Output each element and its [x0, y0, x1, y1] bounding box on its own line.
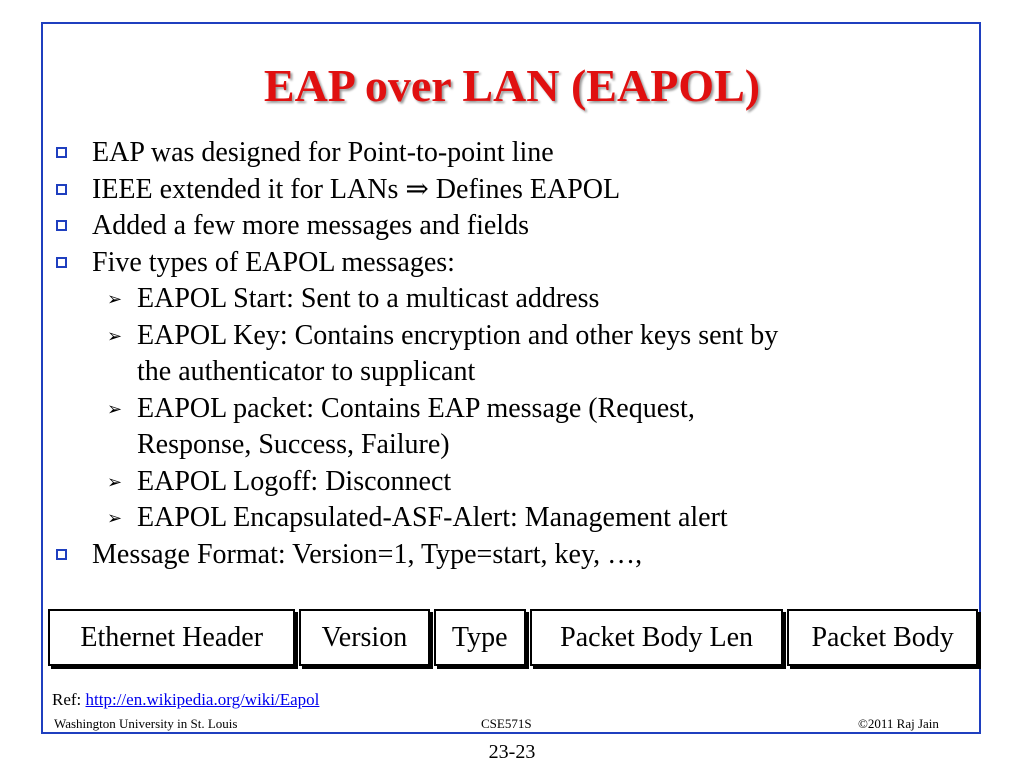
bullet-item [55, 537, 955, 574]
sub-bullet-item [55, 354, 955, 391]
bullet-text: EAPOL Encapsulated-ASF-Alert: Management alert [137, 502, 728, 533]
arrow-bullet-icon: ➢ [107, 508, 123, 528]
bullet-text: Response, Success, Failure) [137, 429, 450, 460]
reference-link[interactable]: http://en.wikipedia.org/wiki/Eapol [85, 690, 320, 709]
bullet-item [55, 208, 955, 245]
bullet-text: the authenticator to supplicant [137, 356, 476, 387]
bullet-text: EAPOL Logoff: Disconnect [137, 465, 452, 497]
sub-bullet-item [55, 427, 955, 464]
bullet-item [55, 135, 955, 172]
bullet-text: EAP was designed for Point-to-point line [92, 137, 554, 168]
arrow-bullet-icon: ➢ [107, 398, 123, 419]
square-bullet-icon [56, 257, 67, 268]
format-field-cell: Packet Body [787, 609, 978, 666]
format-field-cell: Ethernet Header [48, 609, 295, 666]
bullet-text: IEEE extended it for LANs ⇒ Defines EAPOL [92, 173, 621, 205]
footer-institution: Washington University in St. Louis [54, 716, 238, 731]
bullet-list [55, 135, 955, 573]
format-field-cell: Version [299, 609, 429, 666]
bullet-item [55, 172, 955, 209]
square-bullet-icon [56, 220, 67, 231]
footer-course: CSE571S [481, 716, 532, 731]
sub-bullet-item [55, 464, 955, 501]
square-bullet-icon [56, 147, 67, 158]
bullet-text: Message Format: Version=1, Type=start, key, …, [92, 538, 643, 570]
square-bullet-icon [56, 184, 67, 195]
bullet-text: EAPOL packet: Contains EAP message (Request, [137, 392, 695, 424]
bullet-text: EAPOL Start: Sent to a multicast address [137, 283, 600, 314]
format-field-cell: Type [434, 609, 526, 666]
arrow-bullet-icon: ➢ [107, 289, 123, 309]
footer-copyright: ©2011 Raj Jain [858, 716, 939, 731]
reference-label: Ref: [52, 690, 86, 709]
square-bullet-icon [56, 549, 67, 560]
sub-bullet-item [55, 281, 955, 318]
arrow-bullet-icon: ➢ [107, 325, 123, 346]
arrow-bullet-icon: ➢ [107, 471, 123, 492]
sub-bullet-item [55, 318, 955, 355]
bullet-item [55, 245, 955, 282]
reference [52, 690, 319, 710]
page-number: 23-23 [488, 741, 536, 763]
bullet-text: Added a few more messages and fields [92, 210, 529, 241]
sub-bullet-item [55, 500, 955, 537]
slide-title: EAP over LAN (EAPOL) [263, 60, 761, 111]
format-field-cell: Packet Body Len [530, 609, 783, 666]
message-format-table [48, 609, 982, 666]
sub-bullet-item [55, 391, 955, 428]
bullet-text: EAPOL Key: Contains encryption and other keys sent by [137, 319, 779, 351]
bullet-text: Five types of EAPOL messages: [92, 246, 455, 278]
